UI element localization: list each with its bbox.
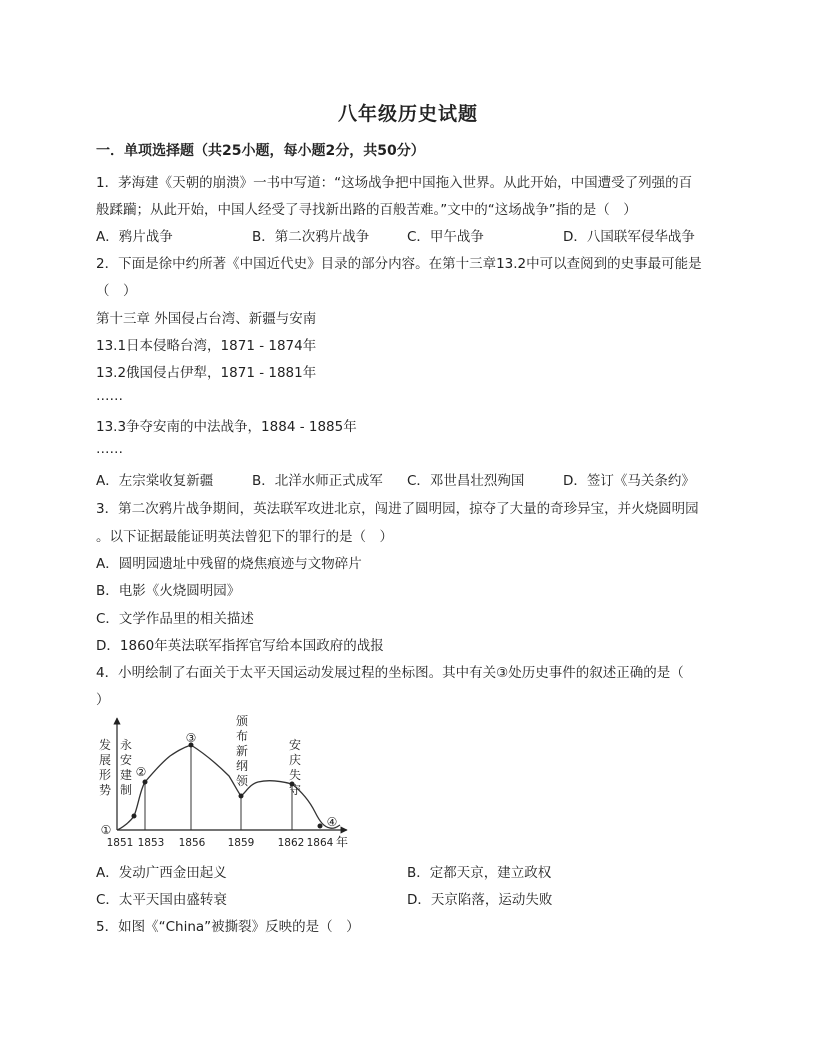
data-point <box>318 824 323 829</box>
q2-toc-item: 第十三章 外国侵占台湾、新疆与安南 <box>96 311 317 327</box>
q2-toc-item: 13.1日本侵略台湾，1871 - 1874年 <box>96 338 317 354</box>
x-tick-label: 1853 <box>137 837 165 849</box>
annotation-new-program <box>236 714 249 788</box>
svg-text:领: 领 <box>235 774 249 788</box>
page-title: 八年级历史试题 <box>337 103 478 125</box>
q2-stem-line2: （ ） <box>96 283 137 299</box>
q3-option-d: D．1860年英法联军指挥官写给本国政府的战报 <box>96 638 384 654</box>
q4-option-d: D．天京陷落，运动失败 <box>407 892 553 908</box>
x-tick-label: 1851 <box>106 837 134 849</box>
q2-stem-line1: 2．下面是徐中约所著《中国近代史》目录的部分内容。在第十三章13.2中可以查阅到的史事最可能是 <box>96 256 702 272</box>
svg-text:颁: 颁 <box>235 714 249 728</box>
q3-stem-line1: 3．第二次鸦片战争期间，英法联军攻进北京，闯进了圆明园，掠夺了大量的奇珍异宝，并火烧圆明园 <box>96 501 699 517</box>
q4-stem-line1: 4．小明绘制了右面关于太平天国运动发展过程的坐标图。其中有关③处历史事件的叙述正确的是（ <box>96 665 684 681</box>
svg-text:守: 守 <box>288 783 302 797</box>
q3-option-c: C．文学作品里的相关描述 <box>96 611 254 627</box>
q2-option-c: C．邓世昌壮烈殉国 <box>407 473 525 489</box>
q1-stem-line2: 般蹂躏；从此开始，中国人经受了寻找新出路的百般苦难。”文中的“这场战争”指的是（ ） <box>96 202 637 218</box>
data-point <box>132 814 137 819</box>
q2-option-b: B．北洋水师正式成军 <box>252 473 383 489</box>
q3-option-b: B．电影《火烧圆明园》 <box>96 583 241 599</box>
q4-stem-line2: ） <box>96 692 110 708</box>
x-tick-label: 1856 <box>178 837 206 849</box>
svg-text:庆: 庆 <box>288 753 302 767</box>
annotation-yongan <box>120 738 132 797</box>
section-heading: 一．单项选择题（共25小题，每小题2分，共50分） <box>96 143 425 159</box>
q2-option-a: A．左宗棠收复新疆 <box>96 473 214 489</box>
q1-option-b: B．第二次鸦片战争 <box>252 229 370 245</box>
marker-4: ④ <box>326 815 338 829</box>
svg-text:失: 失 <box>288 768 302 782</box>
q2-toc-item: 13.2俄国侵占伊犁，1871 - 1881年 <box>96 365 317 381</box>
q4-option-a: A．发动广西金田起义 <box>96 865 227 881</box>
q4-option-b: B．定都天京，建立政权 <box>407 865 552 881</box>
annotation-anqing <box>289 737 301 797</box>
q2-toc-item: …… <box>96 441 123 457</box>
data-point <box>239 794 244 799</box>
svg-text:发: 发 <box>98 738 112 752</box>
q5-stem-line1: 5．如图《“China”被撕裂》反映的是（ ） <box>96 919 360 935</box>
svg-text:布: 布 <box>235 729 249 743</box>
marker-2: ② <box>135 765 147 779</box>
svg-text:新: 新 <box>235 744 249 758</box>
svg-text:纲: 纲 <box>235 759 249 773</box>
svg-text:建: 建 <box>119 768 133 782</box>
svg-text:势: 势 <box>98 783 112 797</box>
x-tick-label: 1859 <box>227 837 255 849</box>
y-axis-label <box>99 737 111 797</box>
svg-text:永: 永 <box>119 738 133 752</box>
q2-option-d: D．签订《马关条约》 <box>563 473 695 489</box>
svg-text:安: 安 <box>119 753 133 767</box>
taiping-trend-chart <box>92 712 362 854</box>
x-tick-label: 1862 <box>277 837 305 849</box>
q3-stem-line2: 。以下证据最能证明英法曾犯下的罪行的是（ ） <box>96 529 393 545</box>
svg-text:制: 制 <box>119 783 133 797</box>
svg-text:安: 安 <box>288 738 302 752</box>
q1-option-a: A．鸦片战争 <box>96 229 173 245</box>
q4-option-c: C．太平天国由盛转衰 <box>96 892 227 908</box>
marker-3: ③ <box>185 731 197 745</box>
q1-stem-line1: 1．茅海建《天朝的崩溃》一书中写道：“这场战争把中国拖入世界。从此开始，中国遭受了列强的百 <box>96 175 693 191</box>
svg-text:展: 展 <box>98 753 112 767</box>
q1-option-d: D．八国联军侵华战争 <box>563 229 695 245</box>
data-point <box>143 780 148 785</box>
q3-option-a: A．圆明园遗址中残留的烧焦痕迹与文物碎片 <box>96 556 362 572</box>
trend-curve <box>117 745 340 830</box>
marker-1: ① <box>100 823 112 837</box>
x-tick-label: 1864 <box>306 837 334 849</box>
q2-toc-item: 13.3争夺安南的中法战争，1884 - 1885年 <box>96 419 357 435</box>
q2-toc-item: …… <box>96 388 123 404</box>
q1-option-c: C．甲午战争 <box>407 229 484 245</box>
x-axis-unit: 年 <box>335 835 349 849</box>
svg-text:形: 形 <box>98 768 112 782</box>
